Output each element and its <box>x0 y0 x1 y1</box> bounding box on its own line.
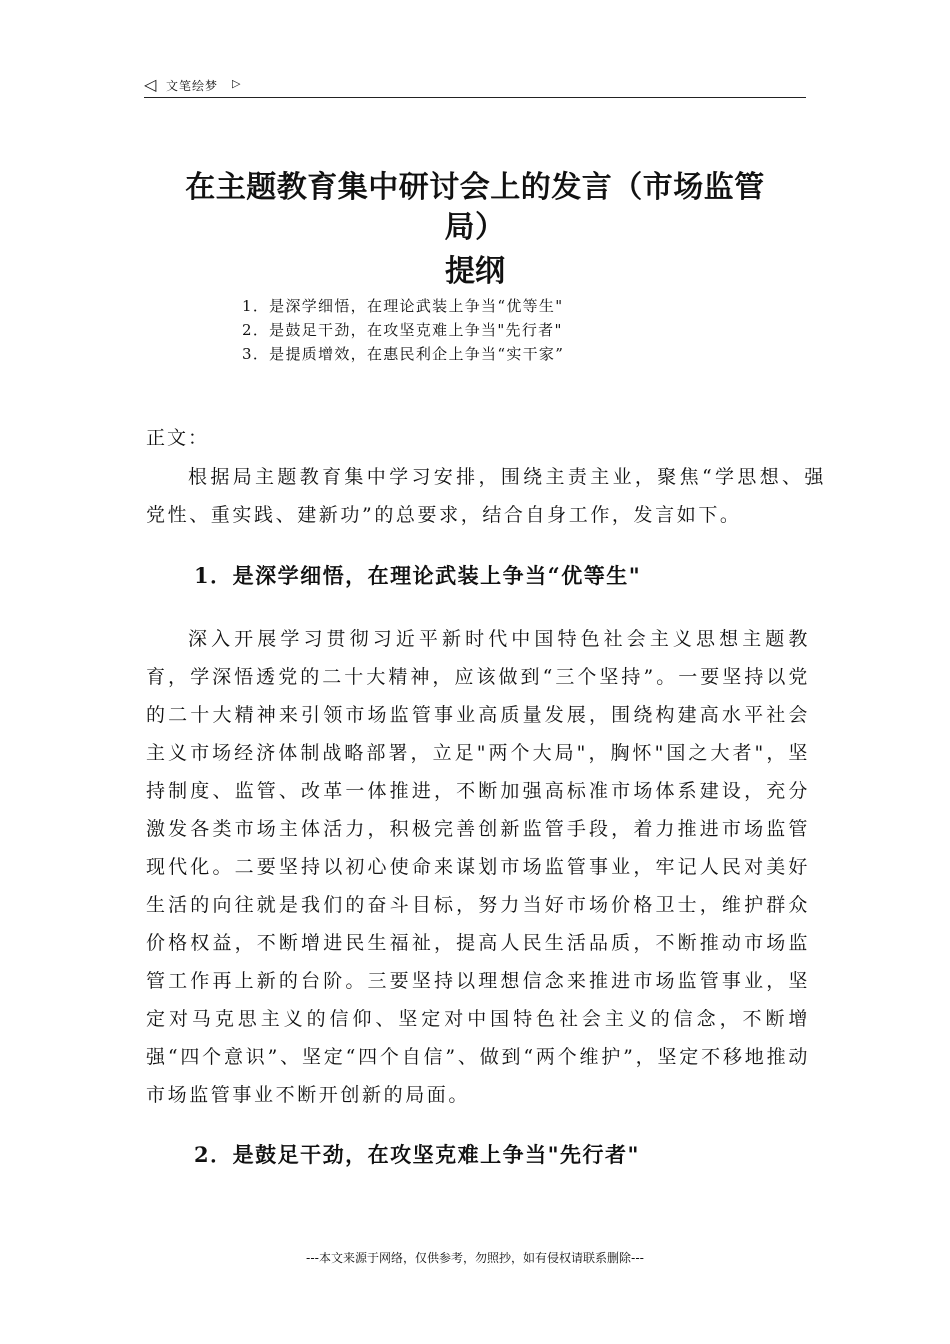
body-label: 正文： <box>146 427 210 449</box>
document-title <box>150 168 800 248</box>
intro-paragraph: 根据局主题教育集中学习安排，围绕主责主业，聚焦“学思想、强党性、重实践、建新功”的总要求，结合自身工作，发言如下。 <box>146 466 826 526</box>
outline-item: 3．是提质增效，在惠民利企上争当“实干家” <box>242 345 565 363</box>
title-line-1: 在主题教育集中研讨会上的发言（市场监管 <box>185 170 765 205</box>
title-line-2: 局） <box>444 210 506 245</box>
page-header <box>144 74 806 98</box>
section-heading-2: 2．是鼓足干劲，在攻坚克难上争当"先行者" <box>194 1142 640 1167</box>
right-triangle-icon: ▷ <box>232 77 241 90</box>
outline-item: 1．是深学细悟，在理论武装上争当“优等生" <box>242 297 564 315</box>
section-heading-1: 1．是深学细悟，在理论武装上争当“优等生" <box>194 563 642 588</box>
outline-list <box>242 294 564 366</box>
footer-disclaimer: ---本文来源于网络，仅供参考，勿照抄，如有侵权请联系删除--- <box>306 1251 644 1265</box>
outline-heading: 提纲 <box>445 254 505 289</box>
left-triangle-icon: ◁ <box>144 75 157 94</box>
brand-name: 文笔绘梦 <box>166 79 219 93</box>
section-1-paragraph: 深入开展学习贯彻习近平新时代中国特色社会主义思想主题教育，学深悟透党的二十大精神，应该做到“三个坚持”。一要坚持以党的二十大精神来引领市场监管事业高质量发展，围绕构建高水平社会主义市场经济体制战略部署，立足"两个大局"，胸怀"国之大者"，坚持制度、监管、改革一体推进，不断加强高标准市场体系建设，充分激发各类市场主体活力，积极完善创新监管手段，着力推进市场监管现代化。二要坚持以初心使命来谋划市场监管事业，牢记人民对美好生活的向往就是我们的奋斗目标，努力当好市场价格卫士，维护群众价格权益，不断增进民生福祉，提高人民生活品质，不断推动市场监管工作再上新的台阶。三要坚持以理想信念来推进市场监管事业，坚定对马克思主义的信仰、坚定对中国特色社会主义的信念，不断增强“四个意识”、坚定“四个自信”、做到“两个维护”，坚定不移地推动市场监管事业不断开创新的局面。 <box>146 628 810 1106</box>
outline-item: 2．是鼓足干劲，在攻坚克难上争当"先行者" <box>242 321 563 339</box>
header-divider <box>144 97 806 98</box>
